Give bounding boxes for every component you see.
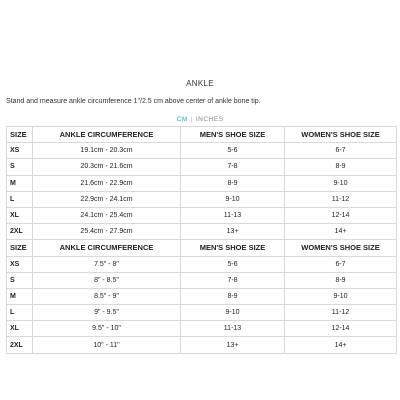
cell-ankle-circumference: 7.5" - 8" bbox=[33, 256, 181, 272]
table-row bbox=[7, 143, 397, 159]
cell-ankle-circumference: 9" - 9.5" bbox=[33, 305, 181, 321]
cell-size: XL bbox=[7, 207, 33, 223]
cell-womens-shoe-size: 9-10 bbox=[285, 288, 397, 304]
cell-size: 2XL bbox=[7, 337, 33, 353]
cell-mens-shoe-size: 5-6 bbox=[181, 143, 285, 159]
cell-womens-shoe-size: 12-14 bbox=[285, 321, 397, 337]
cell-mens-shoe-size: 7-8 bbox=[181, 159, 285, 175]
cell-size: S bbox=[7, 159, 33, 175]
table-row bbox=[7, 256, 397, 272]
page-title: ANKLE bbox=[186, 79, 214, 88]
cell-mens-shoe-size: 9-10 bbox=[181, 191, 285, 207]
measurement-instruction: Stand and measure ankle circumference 1"/2.5 cm above center of ankle bone tip. bbox=[6, 98, 261, 105]
column-header-womens-shoe-size: WOMEN'S SHOE SIZE bbox=[285, 127, 397, 143]
unit-inches-toggle[interactable]: INCHES bbox=[195, 116, 224, 123]
cell-womens-shoe-size: 8-9 bbox=[285, 272, 397, 288]
column-header-mens-shoe-size: MEN'S SHOE SIZE bbox=[181, 127, 285, 143]
unit-separator: | bbox=[190, 116, 193, 123]
table-row bbox=[7, 207, 397, 223]
cm-header-row bbox=[7, 127, 397, 143]
cell-mens-shoe-size: 13+ bbox=[181, 224, 285, 240]
inch-header-row bbox=[7, 240, 397, 256]
cell-size: L bbox=[7, 191, 33, 207]
column-header-ankle-circumference: ANKLE CIRCUMFERENCE bbox=[33, 240, 181, 256]
cell-mens-shoe-size: 11-13 bbox=[181, 207, 285, 223]
cell-size: 2XL bbox=[7, 224, 33, 240]
table-row bbox=[7, 305, 397, 321]
cell-mens-shoe-size: 5-6 bbox=[181, 256, 285, 272]
unit-cm-toggle[interactable]: CM bbox=[176, 116, 188, 123]
cell-ankle-circumference: 21.6cm - 22.9cm bbox=[33, 175, 181, 191]
cell-womens-shoe-size: 9-10 bbox=[285, 175, 397, 191]
unit-toggle bbox=[0, 116, 400, 123]
table-row bbox=[7, 191, 397, 207]
cell-womens-shoe-size: 6-7 bbox=[285, 143, 397, 159]
cell-ankle-circumference: 25.4cm - 27.9cm bbox=[33, 224, 181, 240]
cell-ankle-circumference: 8" - 8.5" bbox=[33, 272, 181, 288]
cell-ankle-circumference: 22.9cm - 24.1cm bbox=[33, 191, 181, 207]
cell-size: M bbox=[7, 288, 33, 304]
column-header-mens-shoe-size: MEN'S SHOE SIZE bbox=[181, 240, 285, 256]
size-chart-table bbox=[6, 126, 397, 354]
column-header-size: SIZE bbox=[7, 240, 33, 256]
table-row bbox=[7, 272, 397, 288]
cell-ankle-circumference: 24.1cm - 25.4cm bbox=[33, 207, 181, 223]
cell-size: XL bbox=[7, 321, 33, 337]
table-row bbox=[7, 337, 397, 353]
cell-womens-shoe-size: 14+ bbox=[285, 224, 397, 240]
cell-mens-shoe-size: 7-8 bbox=[181, 272, 285, 288]
table-row bbox=[7, 224, 397, 240]
cell-size: XS bbox=[7, 143, 33, 159]
table-row bbox=[7, 175, 397, 191]
cell-ankle-circumference: 9.5" - 10" bbox=[33, 321, 181, 337]
cell-womens-shoe-size: 11-12 bbox=[285, 305, 397, 321]
table-row bbox=[7, 321, 397, 337]
column-header-size: SIZE bbox=[7, 127, 33, 143]
cell-mens-shoe-size: 8-9 bbox=[181, 175, 285, 191]
cell-size: L bbox=[7, 305, 33, 321]
cell-size: XS bbox=[7, 256, 33, 272]
cell-mens-shoe-size: 13+ bbox=[181, 337, 285, 353]
cell-womens-shoe-size: 6-7 bbox=[285, 256, 397, 272]
cell-womens-shoe-size: 12-14 bbox=[285, 207, 397, 223]
column-header-womens-shoe-size: WOMEN'S SHOE SIZE bbox=[285, 240, 397, 256]
cell-size: S bbox=[7, 272, 33, 288]
cell-mens-shoe-size: 8-9 bbox=[181, 288, 285, 304]
cell-ankle-circumference: 19.1cm - 20.3cm bbox=[33, 143, 181, 159]
cell-womens-shoe-size: 14+ bbox=[285, 337, 397, 353]
cell-ankle-circumference: 20.3cm - 21.6cm bbox=[33, 159, 181, 175]
table-row bbox=[7, 288, 397, 304]
cell-mens-shoe-size: 11-13 bbox=[181, 321, 285, 337]
column-header-ankle-circumference: ANKLE CIRCUMFERENCE bbox=[33, 127, 181, 143]
cell-womens-shoe-size: 11-12 bbox=[285, 191, 397, 207]
cell-ankle-circumference: 10" - 11" bbox=[33, 337, 181, 353]
cell-ankle-circumference: 8.5" - 9" bbox=[33, 288, 181, 304]
cell-mens-shoe-size: 9-10 bbox=[181, 305, 285, 321]
table-row bbox=[7, 159, 397, 175]
cell-womens-shoe-size: 8-9 bbox=[285, 159, 397, 175]
cell-size: M bbox=[7, 175, 33, 191]
